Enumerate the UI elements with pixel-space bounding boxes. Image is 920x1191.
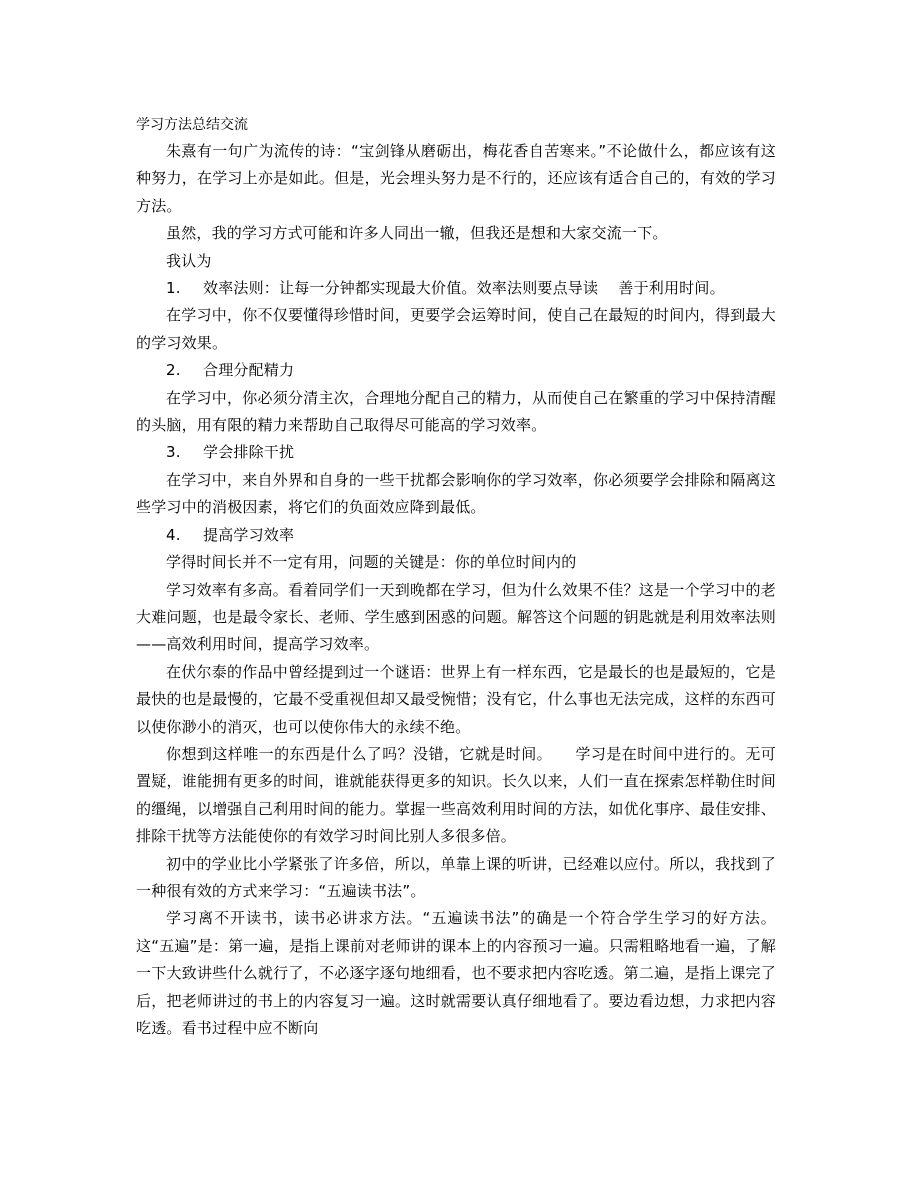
list-item-text: 效率法则：让每一分钟都实现最大价值。效率法则要点导读 善于利用时间。	[203, 279, 725, 298]
paragraph: 在伏尔泰的作品中曾经提到过一个谜语：世界上有一样东西，它是最长的也是最短的，它是最快的也是最慢的，它最不受重视但却又最受惋惜；没有它，什么事也无法完成，这样的东西可以使你渺小的消灭，也可以使你伟大的永续不绝。	[136, 662, 776, 736]
paragraph: 学习效率有多高。看着同学们一天到晚都在学习，但为什么效果不佳？这是一个学习中的老大难问题，也是最令家长、老师、学生感到困惑的问题。解答这个问题的钥匙就是利用效率法则——高效利用时间，提高学习效率。	[136, 580, 776, 654]
list-number: 1.	[166, 279, 181, 298]
paragraph: 学得时间长并不一定有用，问题的关键是：你的单位时间内的	[166, 553, 577, 572]
document-title: 学习方法总结交流	[136, 117, 248, 133]
list-item-text: 合理分配精力	[203, 361, 295, 380]
paragraph: 初中的学业比小学紧张了许多倍，所以，单靠上课的听讲，已经难以应付。所以，我找到了一种很有效的方式来学习：“五遍读书法”。	[136, 854, 776, 900]
list-item	[136, 357, 776, 384]
list-number: 3.	[166, 443, 181, 462]
paragraph: 在学习中，你必须分清主次，合理地分配自己的精力，从而使自己在繁重的学习中保持清醒的头脑，用有限的精力来帮助自己取得尽可能高的学习效率。	[136, 388, 776, 435]
list-number: 2.	[166, 361, 181, 380]
paragraph: 虽然，我的学习方式可能和许多人同出一辙，但我还是想和大家交流一下。	[166, 224, 668, 243]
paragraph: 朱熹有一句广为流传的诗：“宝剑锋从磨砺出，梅花香自苦寒来。”不论做什么，都应该有这种努力，在学习上亦是如此。但是，光会埋头努力是不行的，还应该有适合自己的，有效的学习方法。	[136, 142, 776, 215]
paragraph: 我认为	[166, 251, 212, 270]
paragraph: 你想到这样唯一的东西是什么了吗？没错，它就是时间。 学习是在时间中进行的。无可置疑，谁能拥有更多的时间，谁就能获得更多的知识。长久以来，人们一直在探索怎样勒住时间的缰绳，以增强自己利用时间的能力。掌握一些高效利用时间的方法，如优化事序、最佳安排、排除干扰等方法能使你的有效学习时间比别人多很多倍。	[136, 744, 776, 846]
list-item	[136, 275, 776, 302]
list-item-text: 学会排除干扰	[203, 443, 295, 462]
paragraph: 在学习中，你不仅要懂得珍惜时间，更要学会运筹时间，使自己在最短的时间内，得到最大的学习效果。	[136, 306, 776, 352]
list-item	[136, 522, 776, 549]
paragraph: 在学习中，来自外界和自身的一些干扰都会影响你的学习效率，你必须要学会排除和隔离这些学习中的消极因素，将它们的负面效应降到最低。	[136, 470, 776, 517]
paragraph: 学习离不开读书，读书必讲求方法。“五遍读书法”的确是一个符合学生学习的好方法。这“五遍”是：第一遍，是指上课前对老师讲的课本上的内容预习一遍。只需粗略地看一遍，了解一下大致讲些什么就行了，不必逐字逐句地细看，也不要求把内容吃透。第二遍，是指上课完了后，把老师讲过的书上的内容复习一遍。这时就需要认真仔细地看了。要边看边想，力求把内容吃透。看书过程中应不断向	[136, 909, 776, 1037]
list-item	[136, 439, 776, 466]
document-body	[136, 138, 776, 1042]
list-number: 4.	[166, 525, 181, 544]
list-item-text: 提高学习效率	[203, 525, 295, 544]
